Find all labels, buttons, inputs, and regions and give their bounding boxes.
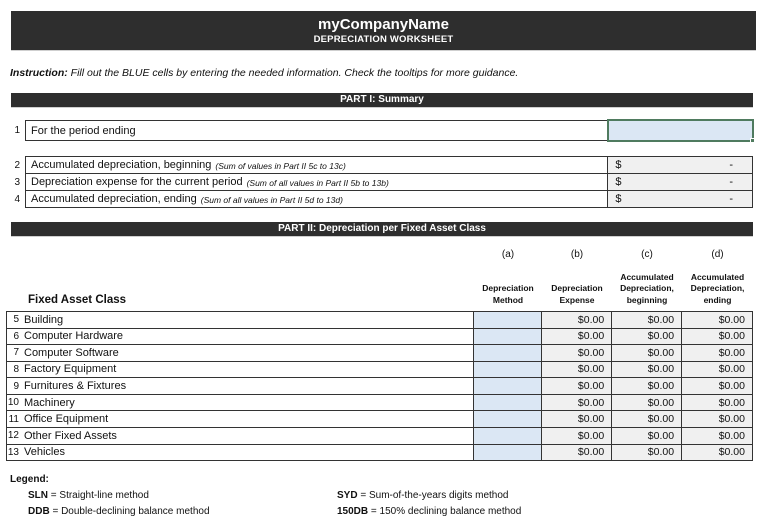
table-row [7,428,752,445]
part1-section-header: PART I: Summary [11,93,753,107]
row-number: 5 [13,314,19,326]
worksheet-title: DEPRECIATION WORKSHEET [313,33,454,45]
company-header-bar [11,11,756,50]
depreciation-method-input-cell[interactable] [473,362,541,378]
period-ending-label-cell [25,120,608,141]
column-letter-b: (b) [570,249,584,260]
depreciation-method-input-cell[interactable] [473,329,541,345]
asset-class-cell [7,312,473,328]
depreciation-method-input-cell[interactable] [473,345,541,361]
asset-class-cell [7,445,473,461]
row-number: 12 [7,430,19,442]
instruction-label: Instruction: [10,67,68,79]
company-name: myCompanyName [318,15,449,33]
accumulated-ending-cell: $0.00 [681,395,752,411]
depreciation-expense-cell: $0.00 [541,395,611,411]
accumulated-ending-cell: $0.00 [681,445,752,461]
accumulated-ending-cell: $0.00 [681,329,752,345]
legend-desc: = Straight-line method [50,490,149,501]
asset-class-label: Vehicles [24,446,65,459]
row-number: 1 [14,125,20,136]
legend-abbr: 150DB [337,506,369,517]
row-number: 4 [14,194,20,205]
table-row [7,378,752,395]
accumulated-beginning-cell: $0.00 [611,312,681,328]
depreciation-expense-cell: $0.00 [541,345,611,361]
table-row [7,445,752,461]
column-header-depreciation-method: Depreciation Method [482,283,534,305]
accumulated-ending-cell: $0.00 [681,345,752,361]
accumulated-beginning-cell: $0.00 [611,445,681,461]
depreciation-expense-cell: $0.00 [541,362,611,378]
asset-class-cell [7,428,473,444]
depreciation-expense-cell: $0.00 [541,428,611,444]
legend-item-syd [337,490,508,501]
period-ending-label: For the period ending [31,124,136,137]
table-row [7,329,752,346]
row-number: 10 [7,397,19,409]
summary-label: Accumulated depreciation, ending [31,193,197,205]
selection-handle[interactable] [750,138,755,143]
table-row [7,395,752,412]
summary-label-cell [26,157,607,173]
summary-label: Depreciation expense for the current period [31,176,243,188]
row-number: 11 [8,413,19,425]
legend-desc: = Sum-of-the-years digits method [360,490,509,501]
depreciation-method-input-cell[interactable] [473,411,541,427]
accumulated-ending-cell: $0.00 [681,428,752,444]
asset-class-cell [7,345,473,361]
summary-label: Accumulated depreciation, beginning [31,159,212,171]
depreciation-expense-cell: $0.00 [541,329,611,345]
depreciation-expense-cell: $0.00 [541,378,611,394]
summary-value-cell [607,174,752,190]
depreciation-expense-cell: $0.00 [541,312,611,328]
summary-label-cell [26,174,607,190]
column-letter-a: (a) [501,249,515,260]
summary-label-cell [26,191,607,207]
summary-row [26,157,752,174]
table-row [7,312,752,329]
summary-note: (Sum of values in Part II 5c to 13c) [215,161,346,171]
summary-note: (Sum of all values in Part II 5d to 13d) [200,195,343,205]
asset-class-label: Factory Equipment [24,363,117,376]
table-row [7,411,752,428]
legend-abbr: SYD [337,490,358,501]
accumulated-beginning-cell: $0.00 [611,345,681,361]
asset-class-label: Machinery [24,396,75,409]
depreciation-expense-cell: $0.00 [541,411,611,427]
summary-row [26,174,752,191]
asset-class-cell [7,329,473,345]
accumulated-beginning-cell: $0.00 [611,411,681,427]
asset-class-label: Building [24,313,64,326]
column-header-accumulated-ending: Accumulated Depreciation, ending [690,271,745,305]
row-number: 3 [14,177,20,188]
asset-class-label: Furnitures & Fixtures [24,380,127,393]
depreciation-method-input-cell[interactable] [473,445,541,461]
depreciation-expense-cell: $0.00 [541,445,611,461]
legend-item-150db [337,506,521,517]
column-header-accumulated-beginning: Accumulated Depreciation, beginning [620,271,674,305]
accumulated-ending-cell: $0.00 [681,378,752,394]
summary-value-cell [607,157,752,173]
column-letters-row [474,249,753,260]
currency-symbol: $ [615,176,622,188]
table-row [7,345,752,362]
legend-abbr: SLN [28,490,48,501]
part2-section-header: PART II: Depreciation per Fixed Asset Class [11,222,753,236]
fixed-asset-class-header: Fixed Asset Class [28,294,127,306]
legend-item-ddb [28,506,210,517]
asset-class-cell [7,378,473,394]
table-row [7,362,752,379]
row-number: 8 [13,363,19,375]
summary-note: (Sum of all values in Part II 5b to 13b) [246,178,389,188]
period-ending-input-cell[interactable] [607,119,754,142]
asset-class-cell [7,362,473,378]
row-number: 9 [13,380,19,392]
asset-class-cell [7,411,473,427]
column-headers-row [474,260,753,308]
column-letter-c: (c) [641,249,653,260]
accumulated-ending-cell: $0.00 [681,411,752,427]
legend-abbr: DDB [28,506,50,517]
depreciation-method-input-cell[interactable] [473,378,541,394]
currency-symbol: $ [615,159,622,171]
asset-class-label: Other Fixed Assets [24,429,117,442]
column-letter-d: (d) [711,249,724,260]
row-number: 2 [14,160,20,171]
summary-value-cell [607,191,752,207]
accumulated-beginning-cell: $0.00 [611,362,681,378]
part2-table [6,311,753,461]
accumulated-beginning-cell: $0.00 [611,395,681,411]
instruction-line [10,67,518,79]
asset-class-label: Computer Hardware [24,330,124,343]
legend-desc: = 150% declining balance method [370,506,522,517]
asset-class-label: Computer Software [24,346,119,359]
accumulated-beginning-cell: $0.00 [611,329,681,345]
legend-desc: = Double-declining balance method [52,506,210,517]
depreciation-method-input-cell[interactable] [473,428,541,444]
row-number: 6 [13,330,19,342]
asset-class-cell [7,395,473,411]
column-header-depreciation-expense: Depreciation Expense [551,283,603,305]
legend-item-sln [28,490,149,501]
row-number: 7 [13,347,19,359]
depreciation-method-input-cell[interactable] [473,395,541,411]
legend-title: Legend: [10,474,49,485]
depreciation-method-input-cell[interactable] [473,312,541,328]
summary-row [26,191,752,207]
asset-class-label: Office Equipment [24,413,109,426]
accumulated-ending-cell: $0.00 [681,362,752,378]
currency-symbol: $ [615,193,622,205]
accumulated-beginning-cell: $0.00 [611,378,681,394]
accumulated-ending-cell: $0.00 [681,312,752,328]
summary-value: - [729,176,733,188]
row-number: 13 [7,446,19,458]
accumulated-beginning-cell: $0.00 [611,428,681,444]
summary-value: - [729,159,733,171]
part1-summary-rows [25,156,753,208]
instruction-text: Fill out the BLUE cells by entering the needed information. Check the tooltips for more guidance. [70,67,519,79]
summary-value: - [729,193,733,205]
